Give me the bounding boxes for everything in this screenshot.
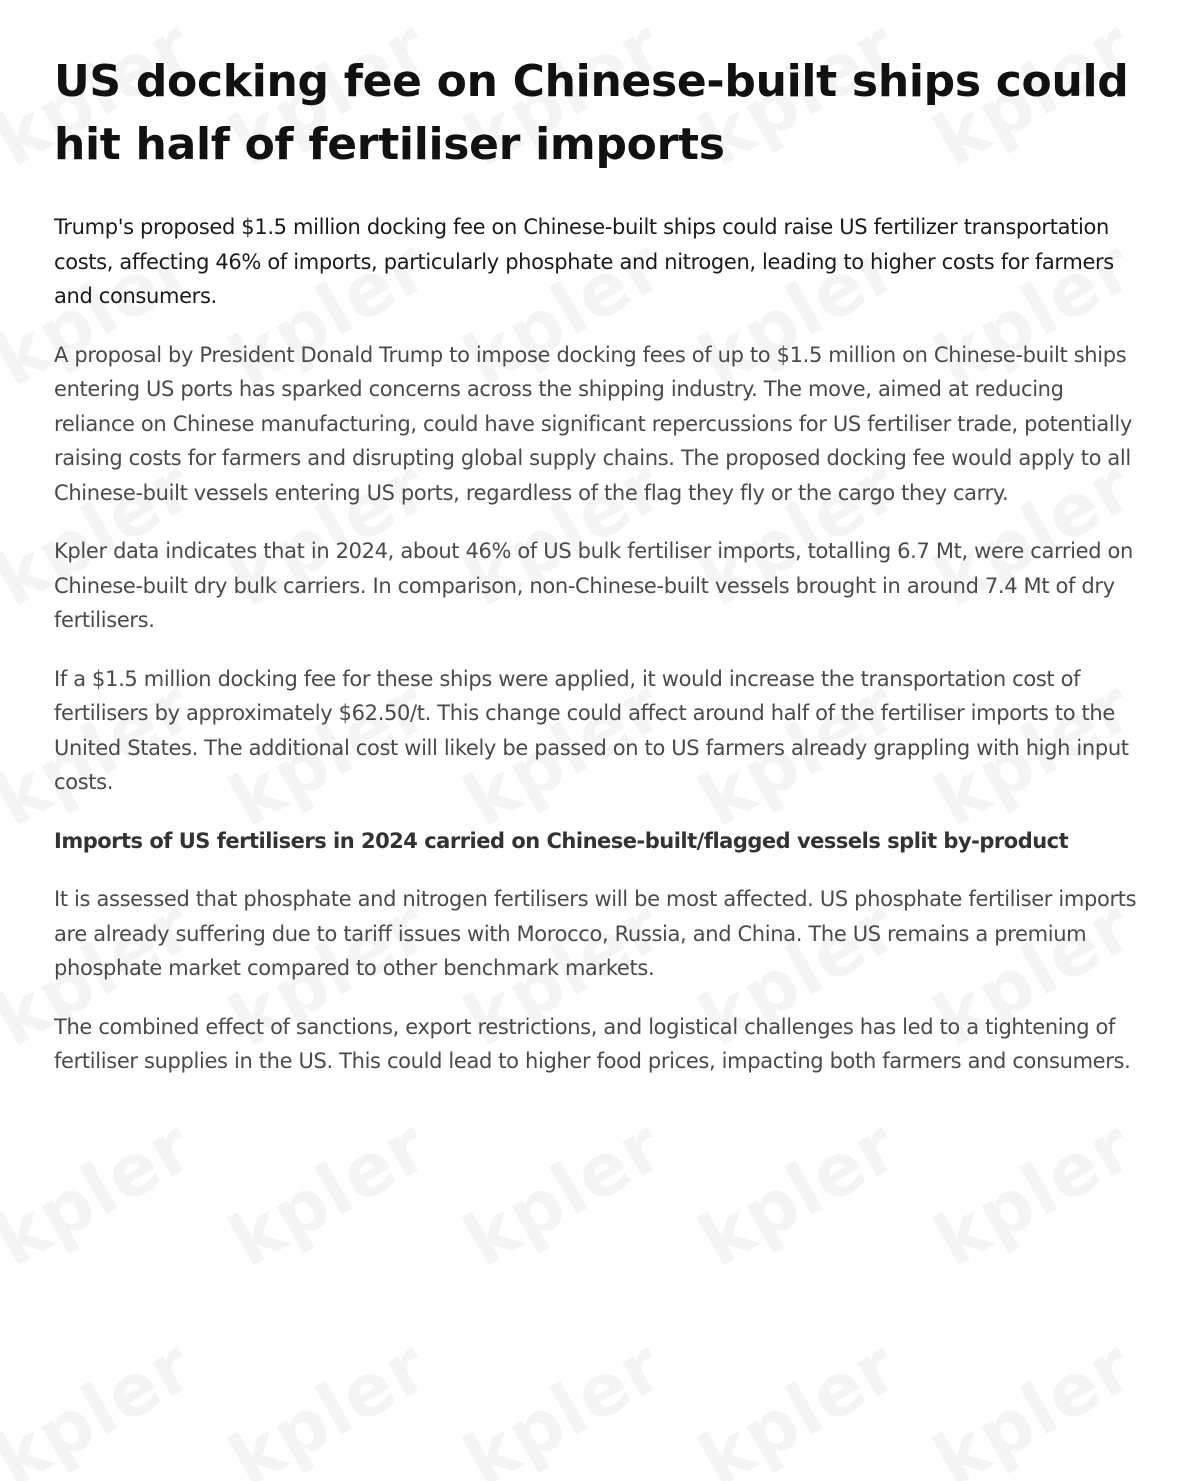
watermark-text — [0, 1103, 207, 1282]
watermark-text — [450, 1103, 677, 1282]
watermark-text — [685, 1323, 912, 1481]
watermark-text — [450, 1323, 677, 1481]
article-headline: US docking fee on Chinese-built ships could hit half of fertiliser imports — [54, 56, 1129, 170]
watermark-text — [920, 1103, 1147, 1282]
article-paragraph: It is assessed that phosphate and nitrogen fertilisers will be most affected. US phosphate fertiliser imports are already suffering due to tariff issues with Morocco, Russia, and China. The US remains a premium phosphate market compared to other benchmark markets. — [54, 887, 1137, 980]
article-subheading: Imports of US fertilisers in 2024 carried on Chinese-built/flagged vessels split by-product — [54, 828, 1069, 853]
article-paragraph: A proposal by President Donald Trump to impose docking fees of up to $1.5 million on Chinese-built ships entering US ports has sparked concerns across the shipping industry. The move, aimed at reducing reliance on Chinese manufacturing, could have significant repercussions for US fertiliser trade, potentially raising costs for farmers and disrupting global supply chains. The proposed docking fee would apply to all Chinese-built vessels entering US ports, regardless of the flag they fly or the cargo they carry. — [54, 342, 1132, 505]
article-paragraph: Kpler data indicates that in 2024, about 46% of US bulk fertiliser imports, totalling 6.7 Mt, were carried on Chinese-built dry bulk carriers. In comparison, non-Chinese-built vessels brought in around 7.4 Mt of dry fertilisers. — [54, 539, 1133, 632]
watermark-text — [0, 1323, 207, 1481]
watermark-text — [685, 1103, 912, 1282]
article-paragraph: The combined effect of sanctions, export restrictions, and logistical challenges has led to a tightening of fertiliser supplies in the US. This could lead to higher food prices, impacting both farmers and consumers. — [54, 1014, 1131, 1073]
article-paragraph: If a $1.5 million docking fee for these ships were applied, it would increase the transportation cost of fertilisers by approximately $62.50/t. This change could affect around half of the fertiliser imports to the United States. The additional cost will likely be passed on to US farmers already grappling with high input costs. — [54, 666, 1129, 794]
watermark-text — [920, 1323, 1147, 1481]
article-lede: Trump's proposed $1.5 million docking fee on Chinese-built ships could raise US fertilizer transportation costs, affecting 46% of imports, particularly phosphate and nitrogen, leading to higher costs for farmers and consumers. — [54, 215, 1114, 308]
watermark-text — [215, 1103, 442, 1282]
watermark-text — [215, 1323, 442, 1481]
